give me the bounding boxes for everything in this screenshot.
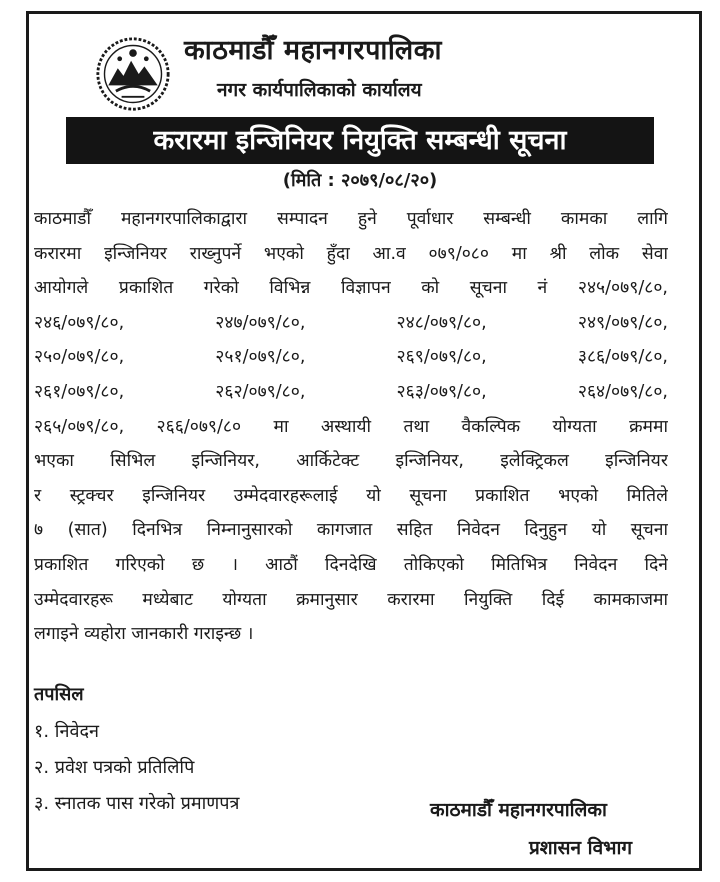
body-line: प्रकाशित गरिएको छ । आठौं दिनदेखि तोकिएको मितिभित्र निवेदन दिने (34, 554, 668, 575)
notice-date: (मिति : २०७९/०८/२०) (282, 170, 438, 191)
annex-title: तपसिल (34, 684, 84, 705)
notice-title: करारमा इन्जिनियर नियुक्ति सम्बन्धी सूचना (66, 117, 654, 164)
signature-department: प्रशासन विभाग (529, 837, 633, 859)
body-line: २६५/०७९/८०, २६६/०७९/८० मा अस्थायी तथा वैकल्पिक योग्यता क्रममा (34, 416, 668, 437)
annex-item: २. प्रवेश पत्रको प्रतिलिपि (34, 757, 195, 778)
municipality-emblem-icon (95, 36, 171, 112)
body-line: ७ (सात) दिनभित्र निम्नानुसारको कागजात सहित निवेदन दिनुहुन यो सूचना (34, 520, 668, 541)
annex-item: ३. स्नातक पास गरेको प्रमाणपत्र (34, 793, 240, 814)
organization-name: काठमाडौँ महानगरपालिका (184, 35, 442, 66)
body-line: भएका सिभिल इन्जिनियर, आर्किटेक्ट इन्जिनियर, इलेक्ट्रिकल इन्जिनियर (34, 451, 668, 472)
notice-body (34, 202, 668, 652)
body-line: २५०/०७९/८०, २५१/०७९/८०, २६९/०७९/८०, ३८६/०७९/८०, (34, 347, 668, 368)
body-line: आयोगले प्रकाशित गरेको विभिन्न विज्ञापन को सूचना नं २४५/०७९/८०, (34, 278, 668, 299)
body-line: लगाइने व्यहोरा जानकारी गराइन्छ । (34, 624, 254, 645)
body-line: उम्मेदवारहरू मध्येबाट योग्यता क्रमानुसार करारमा नियुक्ति दिई कामकाजमा (34, 589, 668, 610)
body-line: र स्ट्रक्चर इन्जिनियर उम्मेदवारहरूलाई यो सूचना प्रकाशित भएको मितिले (34, 485, 668, 506)
body-line: करारमा इन्जिनियर राख्नुपर्ने भएको हुँदा आ.व ०७९/०८० मा श्री लोक सेवा (34, 243, 668, 264)
office-name: नगर कार्यपालिकाको कार्यालय (217, 79, 422, 101)
body-line: काठमाडौँ महानगरपालिकाद्वारा सम्पादन हुने पूर्वाधार सम्बन्धी कामका लागि (34, 209, 668, 229)
body-line: २४६/०७९/८०, २४७/०७९/८०, २४८/०७९/८०, २४९/०७९/८०, (34, 312, 668, 333)
annex-list (34, 714, 239, 822)
body-line: २६१/०७९/८०, २६२/०७९/८०, २६३/०७९/८०, २६४/०७९/८०, (34, 381, 668, 402)
signature-organization: काठमाडौँ महानगरपालिका (430, 799, 607, 821)
annex-item: १. निवेदन (34, 721, 100, 742)
